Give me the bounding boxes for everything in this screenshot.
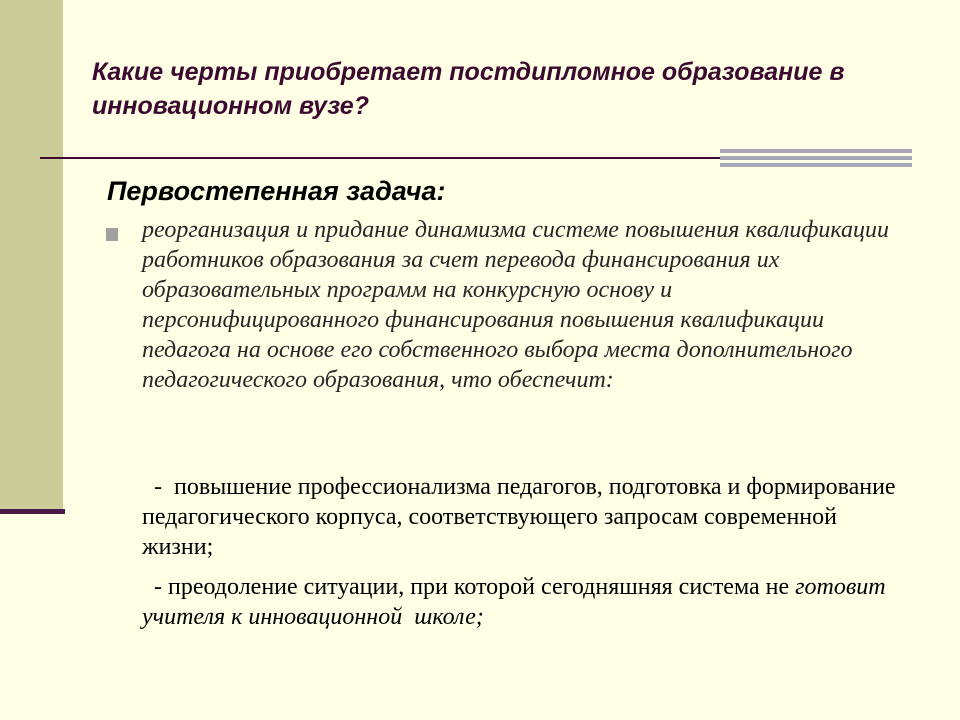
slide-subtitle: Первостепенная задача:	[107, 176, 446, 206]
sub-point-1	[142, 472, 912, 562]
left-decor-bar	[0, 0, 63, 510]
sub-point-2	[142, 572, 912, 632]
main-point-text: реорганизация и придание динамизма системе повышения квалификации работников образования за счет перевода финансирования их образовательных программ на конкурсную основу и персонифицированного финансирования повышения квалификации педагога на основе его собственного выбора места дополнительного педагогического образования, что обеспечит:	[142, 217, 890, 393]
left-decor-underline	[0, 509, 65, 514]
square-bullet-icon	[106, 228, 118, 241]
slide-title: Какие черты приобретает постдипломное образование в инновационном вузе?	[92, 58, 845, 120]
sub-point-2-italic-text: готовит учителя к инновационной школе;	[142, 574, 892, 630]
sub-point-1-text: - повышение профессионализма педагогов, подготовка и формирование педагогического корпуса, соответствующего запросам современной жизни;	[142, 474, 902, 560]
sub-point-2-text: - преодоление ситуации, при которой сегодняшняя система не	[142, 574, 796, 600]
title-divider-accent	[720, 149, 912, 167]
